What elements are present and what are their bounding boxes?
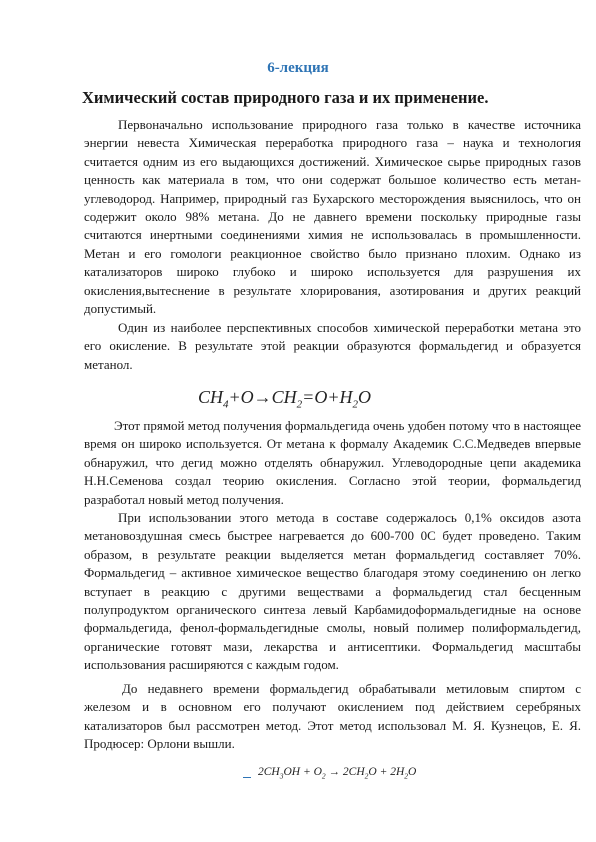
paragraph-1: Первоначально использование природного газа только в качестве источника энергии невеста Химическая переработка природного газа – наука и технология считается одним из его выдающихся достижений. Химическое сырье природных газов ценность как материала в том, что они содержат большое количество есть метан-углеводород. Например, природный газ Бухарского месторождения выяснилось, что он содержит около 98% метана. До не давнего времени поскольку природные газы считаются инертными соединениями химия не использовалась в промышленности. Метан и его гомологи реакционное свойство было признано плохим. Однако из катализаторов широко глубоко и широко используется для разрушения их окисления,вытеснение в результате хлорирования, азотирования и других реакций допустимый. [84,117,581,317]
paragraph-4: При использовании этого метода в составе содержалось 0,1% оксидов азота метановоздушная смесь быстрее нагревается до 600-700 0С будет проведено. Таким образом, в результате реакции выделяется метан формальдегид составляет 70%. Формальдегид – активное химическое вещество благодаря этому соединению он легко вступает в реакцию с другими веществами а формальдегид стал бесценным полупродуктом органического синтеза левый Карбамидоформальдегидные на основе формальдегида, фенол-формальдегидные смолы, новый полимер полиформальдегид, органические готовят мази, лекарства и антисептики. Формальдегид масштабы использования расширяются с каждым годом. [84,510,581,673]
page-title: Химический состав природного газа и их применение. [82,88,489,107]
methanol-oxidation-formula: $2CH_3OH + O_2 \to 2CH_2O + 2H_2O$ [258,766,417,781]
methane-oxidation-formula: $CH_4+O\to CH_2=O+H_2O$ [198,387,371,411]
formula-underline-mark [243,777,251,778]
lecture-number: 6-лекция [267,60,329,76]
paragraph-5: До недавнего времени формальдегид обрабатывали метиловым спиртом с железом и в основном его получают окислением под действием серебряных катализаторов был рассмотрен метод. Этот метод использовал М. Я. Кузнецов, Е. Я. Продюсер: Орлони вышли. [84,681,581,752]
paragraph-3: Этот прямой метод получения формальдегида очень удобен потому что в настоящее время он широко используется. От метана к формалу Академик С.С.Медведев впервые обнаружил, что дегид можно отделять обнаружил. Углеводородные цепи академика Н.Н.Семенова создал теорию окисления. Согласно этой теории, формальдегид разработал новый метод получения. [84,418,581,507]
paragraph-2: Один из наиболее перспективных способов химической переработки метана это его окисление. В результате этой реакции образуются формальдегид и образуется метанол. [84,320,581,372]
